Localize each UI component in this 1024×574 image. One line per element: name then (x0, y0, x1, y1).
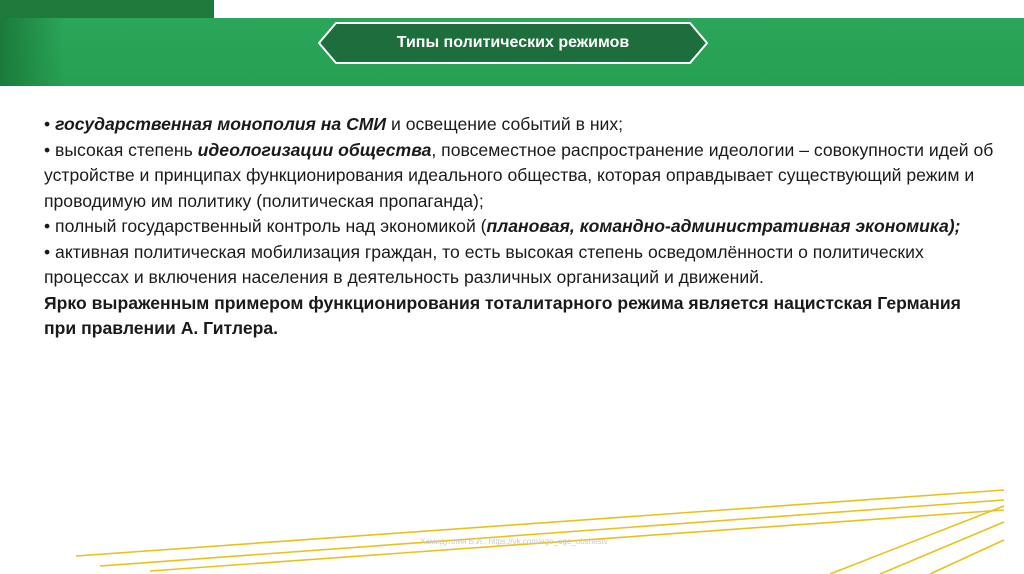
bullet-emphasis: идеологизации общества (197, 139, 432, 160)
bullet-marker: • (44, 114, 51, 134)
bullet-text: активная политическая мобилизация граждан, то есть высокая степень осведомлённости о политических процессах и включения населения в деятельность различных организаций и движений. (44, 241, 924, 287)
bullet-marker: • (44, 139, 51, 160)
bullet-text: высокая степень (50, 139, 198, 160)
bullet-marker: • (44, 216, 51, 236)
slide-title: Типы политических режимов (396, 34, 630, 51)
conclusion-text: Ярко выраженным примером функционирования тоталитарного режима является нацистская Германия при правлении А. Гитлера. (44, 292, 961, 338)
bullet-text: , повсеместное распространение идеологии – совокупности идей об устройстве и принципах функционирования идеального общества, которая оправдывает существующий режим и проводимую им политику (политическая пропаганда); (44, 139, 994, 211)
footer-credit: Хамидуллин Б.И., https://vk.com/ege_oge_obshestv (420, 537, 608, 546)
bullet-text: и освещение событий в них; (386, 114, 624, 134)
bullet-marker: • (44, 241, 51, 262)
bullet-emphasis: государственная монополия на СМИ (55, 114, 387, 134)
bullet-emphasis: плановая, командно-административная экономика); (486, 216, 961, 236)
bullet-text: полный государственный контроль над экономикой ( (50, 216, 487, 236)
